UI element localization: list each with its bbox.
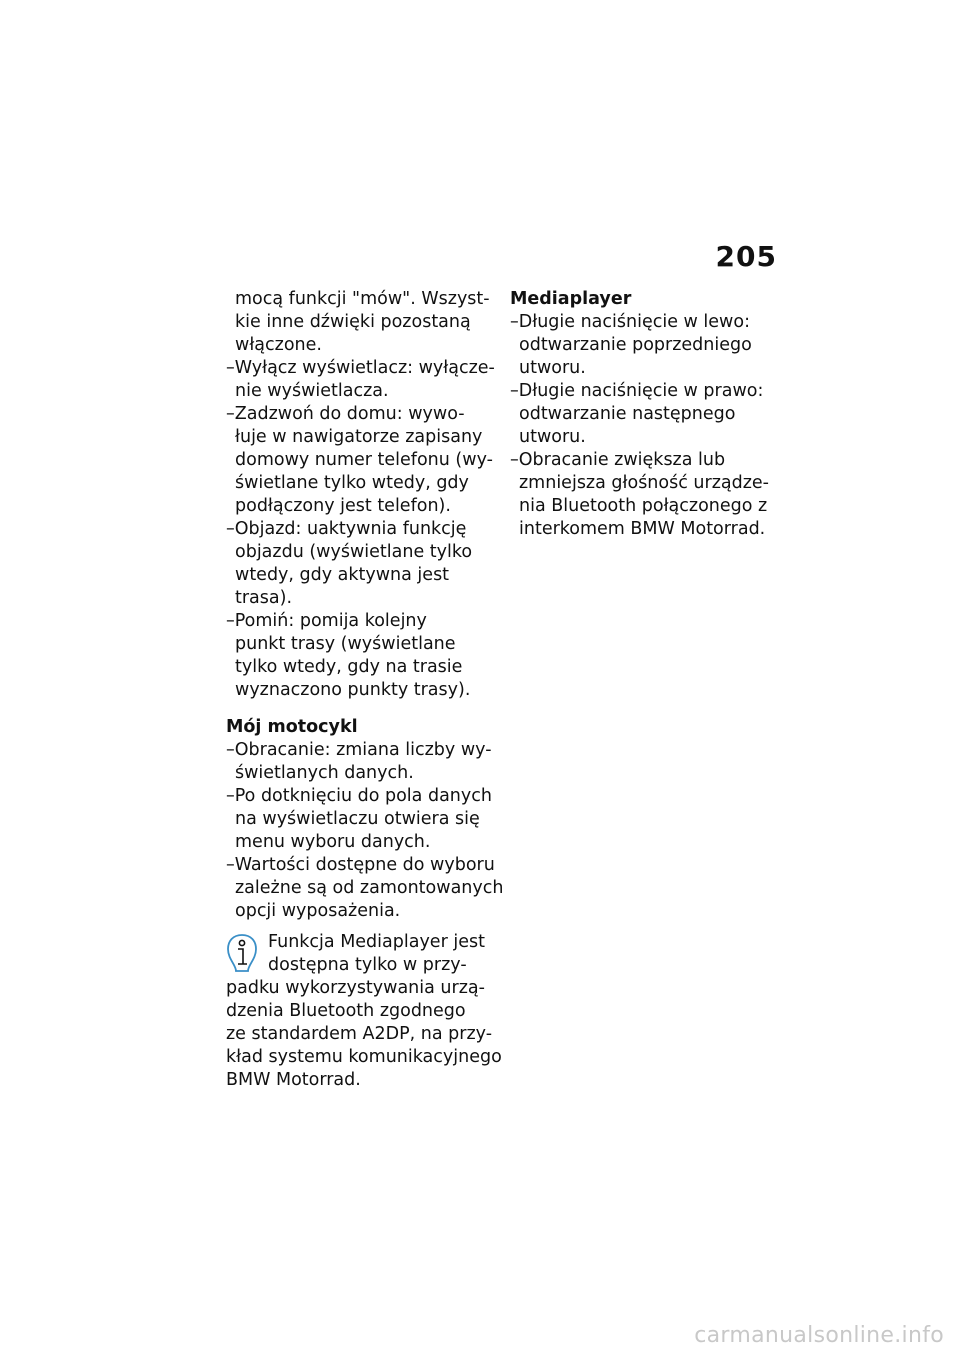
list-item-line (226, 403, 498, 426)
dash-bullet: – (226, 358, 235, 378)
text-line: włączone. (235, 335, 322, 355)
list-item (226, 785, 498, 854)
list-item (510, 380, 775, 449)
dash-bullet: – (510, 450, 519, 470)
note-line: dzenia Bluetooth zgodnego (226, 1001, 466, 1021)
list-item-line: łuje w nawigatorze zapisany (235, 427, 483, 447)
text-line: mocą funkcji "mów". Wszyst- (235, 289, 490, 309)
list-item-line (226, 854, 498, 877)
list-item (510, 311, 775, 380)
list-my-motorcycle (226, 739, 504, 923)
list-item (226, 403, 498, 518)
list-item-line: świetlane tylko wtedy, gdy (235, 473, 469, 493)
page-number: 205 (715, 240, 777, 273)
list-item-line: objazdu (wyświetlane tylko (235, 542, 473, 562)
list-item-line: opcji wyposażenia. (235, 901, 401, 921)
list-item (226, 518, 498, 610)
dash-bullet: – (226, 786, 235, 806)
list-display-options (226, 357, 498, 702)
dash-bullet: – (510, 381, 519, 401)
list-item-text: Objazd: uaktywnia funkcję (234, 519, 467, 539)
list-item-line: trasa). (235, 588, 293, 608)
list-item-line (510, 311, 775, 334)
list-item-text: Po dotknięciu do pola danych (234, 786, 492, 806)
info-icon (226, 933, 258, 973)
list-item-line: nia Bluetooth połączonego z (519, 496, 768, 516)
note-line: BMW Motorrad. (226, 1070, 361, 1090)
note-line: ze standardem A2DP, na przy- (226, 1024, 493, 1044)
list-item-line (226, 785, 498, 808)
list-item (510, 449, 775, 541)
list-item-line: zależne są od zamontowanych (235, 878, 504, 898)
list-item-line: menu wyboru danych. (235, 832, 431, 852)
list-item-text: Pomiń: pomija kolejny (234, 611, 427, 631)
list-item-line: tylko wtedy, gdy na trasie (235, 657, 463, 677)
note-line: Funkcja Mediaplayer jest (268, 932, 485, 952)
list-item-line (226, 357, 498, 380)
list-item-line: odtwarzanie poprzedniego (519, 335, 752, 355)
list-item-line (510, 449, 775, 472)
list-item (226, 610, 498, 702)
dash-bullet: – (226, 519, 235, 539)
right-column (510, 288, 775, 541)
list-item-line: punkt trasy (wyświetlane (235, 634, 456, 654)
list-item (226, 739, 498, 785)
note-line: dostępna tylko w przy- (268, 955, 467, 975)
list-item-line (510, 380, 775, 403)
note-line: padku wykorzystywania urzą- (226, 978, 485, 998)
list-item (226, 357, 498, 403)
list-item-line: domowy numer telefonu (wy- (235, 450, 493, 470)
section-heading-mediaplayer: Mediaplayer (510, 289, 632, 309)
left-column (226, 288, 504, 1092)
dash-bullet: – (226, 611, 235, 631)
list-item-text: Zadzwoń do domu: wywo- (234, 404, 465, 424)
list-item-line (226, 518, 498, 541)
dash-bullet: – (226, 855, 235, 875)
list-item-line: świetlanych danych. (235, 763, 414, 783)
list-item-line: interkomem BMW Motorrad. (519, 519, 766, 539)
list-item-text: Długie naciśnięcie w prawo: (518, 381, 764, 401)
list-mediaplayer (510, 311, 775, 541)
section-heading-my-motorcycle: Mój motocykl (226, 717, 358, 737)
watermark: carmanualsonline.info (694, 1323, 944, 1348)
dash-bullet: – (510, 312, 519, 332)
list-item-line: podłączony jest telefon). (235, 496, 451, 516)
list-item-text: Wartości dostępne do wyboru (234, 855, 495, 875)
list-item-line: odtwarzanie następnego (519, 404, 736, 424)
list-item-line: na wyświetlaczu otwiera się (235, 809, 480, 829)
note-line: kład systemu komunikacyjnego (226, 1047, 502, 1067)
list-item-line (226, 610, 498, 633)
list-item-line: zmniejsza głośność urządze- (519, 473, 769, 493)
list-item-line: wtedy, gdy aktywna jest (235, 565, 450, 585)
list-item (226, 854, 504, 923)
list-item-line (226, 739, 498, 762)
text-line: kie inne dźwięki pozostaną (235, 312, 471, 332)
list-item-line: utworu. (519, 358, 586, 378)
info-note (226, 931, 502, 1092)
list-item-text: Długie naciśnięcie w lewo: (518, 312, 750, 332)
continuation-paragraph (226, 288, 498, 357)
list-item-text: Obracanie: zmiana liczby wy- (234, 740, 492, 760)
dash-bullet: – (226, 404, 235, 424)
list-item-line: utworu. (519, 427, 586, 447)
list-item-text: Obracanie zwiększa lub (518, 450, 726, 470)
list-item-line: wyznaczono punkty trasy). (235, 680, 471, 700)
list-item-line: nie wyświetlacza. (235, 381, 389, 401)
dash-bullet: – (226, 740, 235, 760)
list-item-text: Wyłącz wyświetlacz: wyłącze- (234, 358, 495, 378)
